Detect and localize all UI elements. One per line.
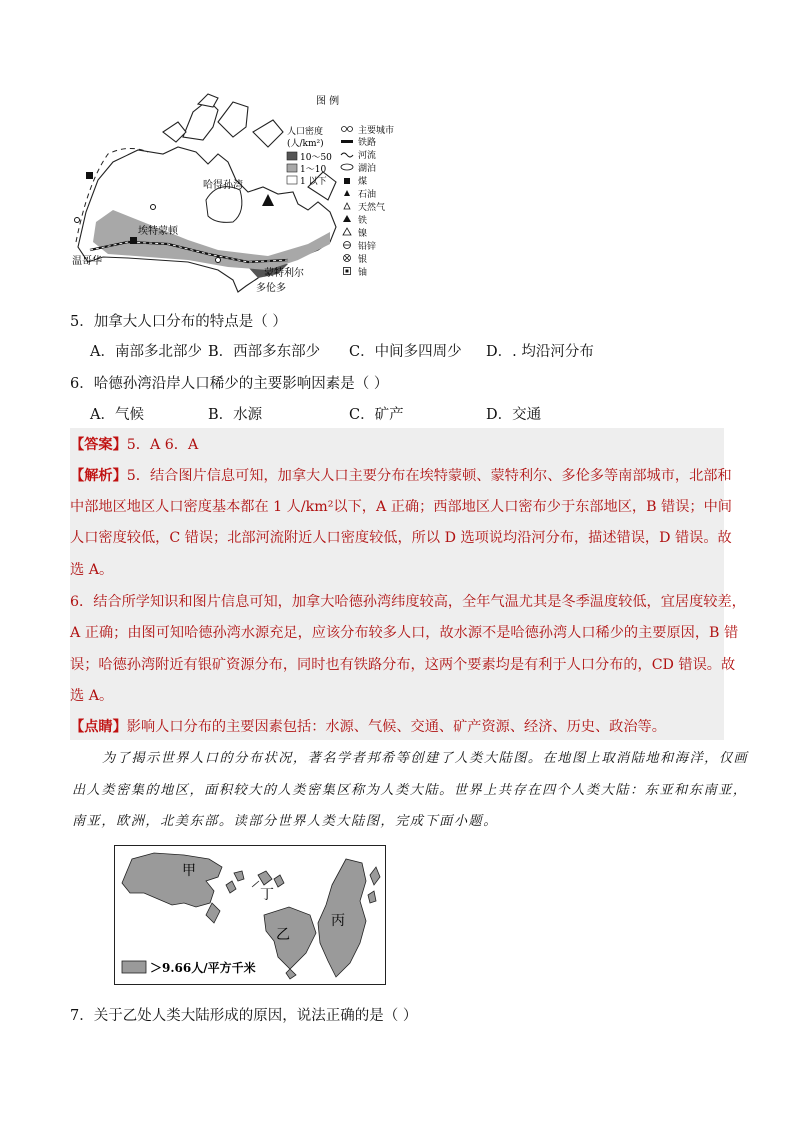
canada-population-map xyxy=(68,92,413,302)
answer-line xyxy=(70,434,198,454)
comment-line: 【点睛】影响人口分布的主要因素包括：水源、气候、交通、矿产资源、经济、历史、政治等。 xyxy=(70,719,666,735)
svg-text:图 例: 图 例 xyxy=(316,96,340,107)
analysis-line-3: 人口密度较低，C 错误；北部河流附近人口密度较低，所以 D 选项说均沿河分布，描述错误，D 错误。故 xyxy=(70,530,732,546)
question-7-stem: 7．关于乙处人类大陆形成的原因，说法正确的是（ ） xyxy=(70,1008,418,1024)
city-symbol xyxy=(216,258,221,263)
answer-tag: 【答案】 xyxy=(70,437,127,453)
label-bing: 丙 xyxy=(331,913,345,929)
q5-option-c[interactable]: C．中间多四周少 xyxy=(349,344,462,360)
analysis-line-2: 中部地区地区人口密度基本都在 1 人/km²以下，A 正确；西部地区人口密布少于东部地区，B 错误；中间 xyxy=(70,499,732,515)
svg-text:1～10: 1～10 xyxy=(300,165,327,175)
question-6-stem: 6．哈德孙湾沿岸人口稀少的主要影响因素是（ ） xyxy=(70,376,389,392)
svg-text:1 以下: 1 以下 xyxy=(300,177,327,187)
label-ding: 丁 xyxy=(260,887,274,903)
label-edmonton: 埃特蒙顿 xyxy=(138,226,178,237)
legend-swatch xyxy=(122,961,146,973)
svg-text:镍: 镍 xyxy=(358,229,368,239)
svg-text:河流: 河流 xyxy=(358,151,377,161)
q5-option-d[interactable]: D．. 均沿河分布 xyxy=(486,344,594,360)
svg-text:铁路: 铁路 xyxy=(358,138,377,148)
q6-option-c[interactable]: C．矿产 xyxy=(349,407,404,423)
intro-line-1: 为了揭示世界人口的分布状况，著名学者邦希等创建了人类大陆图。在地图上取消陆地和海洋，仅画 xyxy=(102,751,749,766)
svg-text:铅锌: 铅锌 xyxy=(358,242,377,252)
svg-text:铁: 铁 xyxy=(358,216,368,226)
svg-text:煤: 煤 xyxy=(358,177,368,187)
q6-option-d[interactable]: D．交通 xyxy=(486,407,542,423)
svg-text:石油: 石油 xyxy=(358,190,377,200)
analysis-line-4: 选 A。 xyxy=(70,562,114,578)
svg-text:10～50: 10～50 xyxy=(300,153,332,163)
coal-symbol xyxy=(86,172,93,179)
label-jia: 甲 xyxy=(182,863,196,879)
question-5-stem: 5．加拿大人口分布的特点是（ ） xyxy=(70,314,287,330)
q6-option-b[interactable]: B．水源 xyxy=(208,407,263,423)
intro-line-3: 南亚，欧洲，北美东部。读部分世界人类大陆图，完成下面小题。 xyxy=(72,814,498,829)
analysis-line-5: 6．结合所学知识和图片信息可知，加拿大哈德孙湾纬度较高，全年气温尤其是冬季温度较低，宜居度较差， xyxy=(70,594,746,610)
label-hudson-bay: 哈得孙湾 xyxy=(203,180,243,191)
label-montreal: 蒙特利尔 xyxy=(264,268,304,279)
q5-option-a[interactable]: A．南部多北部少 xyxy=(90,344,202,360)
svg-text:(人/km²): (人/km²) xyxy=(287,139,324,149)
q6-option-a[interactable]: A．气候 xyxy=(90,407,144,423)
comment-tag: 【点睛】 xyxy=(70,719,127,735)
analysis-tag: 【解析】 xyxy=(70,468,127,484)
analysis-line-6: A 正确；由图可知哈德孙湾水源充足，应该分布较多人口，故水源不是哈德孙湾人口稀少的主要原因，B 错 xyxy=(70,625,739,641)
q5-option-b[interactable]: B．西部多东部少 xyxy=(208,344,321,360)
svg-text:银: 银 xyxy=(358,255,368,265)
human-continents-map xyxy=(114,845,386,985)
svg-text:人口密度: 人口密度 xyxy=(287,127,324,137)
label-vancouver: 温哥华 xyxy=(72,256,102,267)
svg-text:主要城市: 主要城市 xyxy=(358,126,395,136)
label-toronto: 多伦多 xyxy=(256,283,286,294)
svg-text:湖泊: 湖泊 xyxy=(358,164,377,174)
answer-text: 5．A 6．A xyxy=(126,437,199,453)
label-yi: 乙 xyxy=(276,927,290,943)
analysis-line-8: 选 A。 xyxy=(70,688,114,704)
intro-line-2: 出人类密集的地区，面积较大的人类密集区称为人类大陆。世界上共存在四个人类大陆：东亚和东南亚， xyxy=(72,783,748,798)
svg-text:铀: 铀 xyxy=(358,268,368,278)
svg-text:天然气: 天然气 xyxy=(358,203,386,213)
analysis-line-1: 【解析】5．结合图片信息可知，加拿大人口主要分布在埃特蒙顿、蒙特利尔、多伦多等南部城市，北部和 xyxy=(70,468,732,484)
legend-text: ＞9.66人/平方千米 xyxy=(150,961,256,975)
analysis-line-7: 误；哈德孙湾附近有银矿资源分布，同时也有铁路分布，这两个要素均是有利于人口分布的，CD 错误。故 xyxy=(70,657,736,673)
